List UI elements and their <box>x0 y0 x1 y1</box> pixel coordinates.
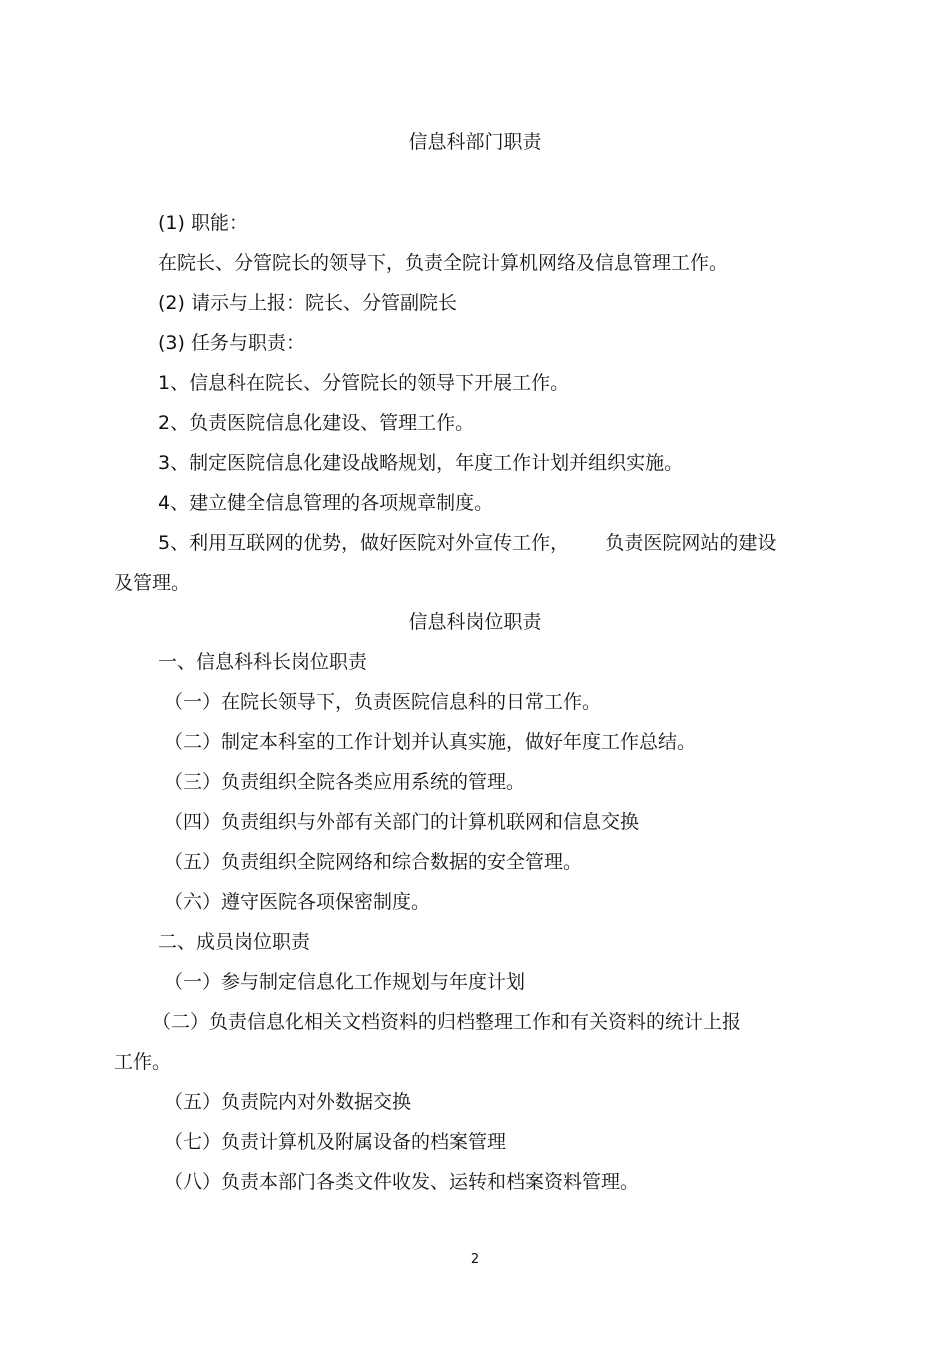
list-item-member-2: （二）负责信息化相关文档资料的归档整理工作和有关资料的统计上报 <box>152 1011 742 1033</box>
section-title-position-duties: 信息科岗位职责 <box>408 611 542 633</box>
subheading-section-chief-duties: 一、信息科科长岗位职责 <box>158 651 368 673</box>
list-item-task-5: 5、利用互联网的优势，做好医院对外宣传工作， 负责医院网站的建设 <box>158 532 777 554</box>
list-item-member-8: （八）负责本部门各类文件收发、运转和档案资料管理。 <box>164 1171 640 1193</box>
list-item-chief-5: （五）负责组织全院网络和综合数据的安全管理。 <box>164 851 583 873</box>
list-item-member-7: （七）负责计算机及附属设备的档案管理 <box>164 1131 507 1153</box>
list-item-task-1: 1、信息科在院长、分管院长的领导下开展工作。 <box>158 372 570 394</box>
list-item-task-5-continued: 及管理。 <box>114 572 191 594</box>
paragraph-tasks-heading: (3) 任务与职责： <box>158 332 305 354</box>
paragraph-function-heading: (1) 职能： <box>158 212 248 234</box>
paragraph-function-text: 在院长、分管院长的领导下，负责全院计算机网络及信息管理工作。 <box>158 252 729 274</box>
list-item-chief-2: （二）制定本科室的工作计划并认真实施，做好年度工作总结。 <box>164 731 697 753</box>
list-item-member-5: （五）负责院内对外数据交换 <box>164 1091 412 1113</box>
list-item-chief-6: （六）遵守医院各项保密制度。 <box>164 891 431 913</box>
list-item-chief-3: （三）负责组织全院各类应用系统的管理。 <box>164 771 526 793</box>
paragraph-report-to: (2) 请示与上报：院长、分管副院长 <box>158 292 457 314</box>
page-number: 2 <box>470 1252 480 1267</box>
list-item-chief-4: （四）负责组织与外部有关部门的计算机联网和信息交换 <box>164 811 640 833</box>
subheading-member-duties: 二、成员岗位职责 <box>158 931 311 953</box>
list-item-task-4: 4、建立健全信息管理的各项规章制度。 <box>158 492 494 514</box>
list-item-chief-1: （一）在院长领导下，负责医院信息科的日常工作。 <box>164 691 602 713</box>
list-item-task-2: 2、负责医院信息化建设、管理工作。 <box>158 412 475 434</box>
section-title-department-duties: 信息科部门职责 <box>408 131 542 153</box>
list-item-task-3: 3、制定医院信息化建设战略规划，年度工作计划并组织实施。 <box>158 452 684 474</box>
list-item-member-1: （一）参与制定信息化工作规划与年度计划 <box>164 971 526 993</box>
list-item-member-2-continued: 工作。 <box>114 1051 172 1073</box>
